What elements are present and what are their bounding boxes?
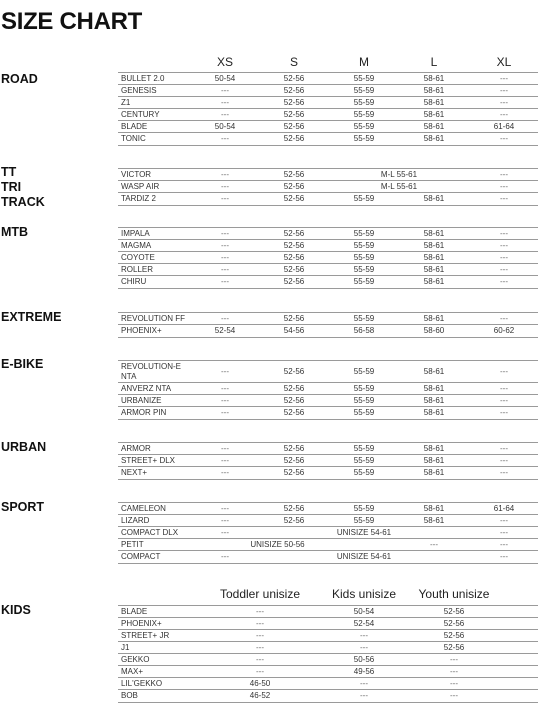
table-row — [118, 550, 538, 564]
size-cell: 58-61 — [423, 253, 445, 262]
size-cell: 55-59 — [353, 367, 375, 376]
table-row — [118, 324, 538, 338]
kids-cell: --- — [450, 655, 458, 664]
size-cell: --- — [500, 384, 508, 393]
model-name: BLADE — [121, 607, 148, 616]
size-cell: --- — [500, 408, 508, 417]
size-header-l: L — [430, 55, 438, 69]
size-cell: --- — [221, 552, 229, 561]
model-name: Z1 — [121, 98, 131, 107]
kids-cell: 52-54 — [353, 619, 375, 628]
model-name: PHOENIX+ — [121, 619, 162, 628]
size-header-m: M — [359, 55, 369, 69]
size-cell: 55-59 — [353, 444, 375, 453]
size-cell: --- — [500, 456, 508, 465]
size-cell: 58-61 — [423, 516, 445, 525]
size-cell: --- — [500, 516, 508, 525]
model-name: PETIT — [121, 540, 144, 549]
size-cell: --- — [221, 444, 229, 453]
size-cell: 58-61 — [423, 314, 445, 323]
size-cell: 52-56 — [283, 384, 305, 393]
size-cell: 54-56 — [283, 326, 305, 335]
kids-cell: 52-56 — [443, 607, 465, 616]
size-cell: 55-59 — [353, 229, 375, 238]
group-label-text: KIDS — [1, 603, 31, 617]
size-cell: --- — [221, 134, 229, 143]
group-label-text: ROAD — [1, 72, 38, 86]
group-label-urban — [1, 440, 46, 455]
size-cell: --- — [221, 314, 229, 323]
kids-cell: 50-56 — [353, 655, 375, 664]
model-name: ARMOR — [121, 444, 151, 453]
size-cell: M-L 55-61 — [380, 170, 418, 179]
size-cell: --- — [500, 265, 508, 274]
size-cell: --- — [221, 504, 229, 513]
size-cell: 58-61 — [423, 134, 445, 143]
size-cell: 52-56 — [283, 170, 305, 179]
group-label-text: URBAN — [1, 440, 47, 454]
kids-cell: --- — [450, 679, 458, 688]
size-cell: --- — [221, 110, 229, 119]
kids-cell: --- — [360, 691, 368, 700]
size-cell: 58-61 — [423, 384, 445, 393]
model-name: LIZARD — [121, 516, 150, 525]
kids-header: Youth unisize — [418, 587, 490, 601]
size-cell: --- — [500, 134, 508, 143]
kids-cell: --- — [360, 631, 368, 640]
table-row — [118, 466, 538, 480]
size-cell: 58-61 — [423, 468, 445, 477]
size-cell: --- — [500, 182, 508, 191]
size-cell: 58-61 — [423, 86, 445, 95]
model-name: BOB — [121, 691, 138, 700]
model-name: BLADE — [121, 122, 148, 131]
kids-cell: --- — [450, 667, 458, 676]
group-label-text: E-BIKE — [1, 357, 44, 371]
size-cell: --- — [500, 170, 508, 179]
model-name: MAGMA — [121, 241, 152, 250]
size-cell: --- — [221, 367, 229, 376]
size-cell: M-L 55-61 — [380, 182, 418, 191]
size-cell: 55-59 — [353, 98, 375, 107]
size-cell: 52-56 — [283, 122, 305, 131]
model-name: TARDIZ 2 — [121, 194, 156, 203]
size-cell: --- — [221, 170, 229, 179]
size-cell: 55-59 — [353, 504, 375, 513]
size-cell: 55-59 — [353, 134, 375, 143]
size-cell: UNISIZE 50-56 — [250, 540, 305, 549]
kids-cell: --- — [256, 667, 264, 676]
model-name: GEKKO — [121, 655, 150, 664]
model-name: REVOLUTION FF — [121, 314, 186, 323]
size-cell: 55-59 — [353, 122, 375, 131]
group-label-extreme — [1, 310, 61, 325]
model-name: CHIRU — [121, 277, 147, 286]
table-row — [118, 689, 538, 703]
size-cell: --- — [500, 241, 508, 250]
size-cell: --- — [221, 277, 229, 286]
size-cell: 52-56 — [283, 468, 305, 477]
group-label-text: EXTREME — [1, 310, 62, 324]
group-label-text: TRI — [1, 180, 22, 194]
size-cell: 52-56 — [283, 504, 305, 513]
model-name: URBANIZE — [121, 396, 162, 405]
size-cell: --- — [221, 229, 229, 238]
kids-cell: 50-54 — [353, 607, 375, 616]
size-cell: 58-61 — [423, 277, 445, 286]
size-cell: 55-59 — [353, 86, 375, 95]
kids-cell: --- — [360, 679, 368, 688]
size-cell: --- — [430, 540, 438, 549]
size-cell: 52-56 — [283, 444, 305, 453]
model-name: ARMOR PIN — [121, 408, 167, 417]
size-cell: 52-56 — [283, 98, 305, 107]
size-cell: 55-59 — [353, 408, 375, 417]
size-cell: 58-61 — [423, 408, 445, 417]
size-cell: --- — [500, 110, 508, 119]
kids-cell: 52-56 — [443, 619, 465, 628]
table-row — [118, 406, 538, 420]
size-cell: 52-56 — [283, 277, 305, 286]
size-cell: 61-64 — [493, 122, 515, 131]
size-cell: 50-54 — [214, 122, 236, 131]
size-cell: 61-64 — [493, 504, 515, 513]
kids-cell: 52-56 — [443, 643, 465, 652]
model-name: PHOENIX+ — [121, 326, 162, 335]
size-cell: 58-61 — [423, 122, 445, 131]
size-cell: 50-54 — [214, 74, 236, 83]
size-cell: 52-56 — [283, 396, 305, 405]
size-cell: --- — [500, 528, 508, 537]
size-cell: 55-59 — [353, 253, 375, 262]
size-cell: --- — [221, 408, 229, 417]
group-label-text: TT — [1, 165, 17, 179]
size-cell: UNISIZE 54-61 — [336, 552, 392, 561]
size-cell: 55-59 — [353, 265, 375, 274]
size-cell: 52-56 — [283, 134, 305, 143]
kids-cell: --- — [256, 619, 264, 628]
size-cell: 56-58 — [353, 326, 375, 335]
model-name: IMPALA — [121, 229, 150, 238]
kids-cell: 52-56 — [443, 631, 465, 640]
model-name: ROLLER — [121, 265, 154, 274]
size-cell: 58-61 — [423, 74, 445, 83]
model-name: COMPACT — [121, 552, 161, 561]
size-cell: --- — [500, 367, 508, 376]
size-cell: 55-59 — [353, 384, 375, 393]
size-cell: 52-56 — [283, 314, 305, 323]
page-title: SIZE CHART — [1, 8, 143, 35]
model-name: TONIC — [121, 134, 146, 143]
size-cell: 58-61 — [423, 110, 445, 119]
size-cell: --- — [221, 528, 229, 537]
size-cell: --- — [221, 241, 229, 250]
kids-cell: 46-50 — [249, 679, 271, 688]
size-cell: 58-61 — [423, 456, 445, 465]
table-row — [118, 360, 538, 383]
size-cell: --- — [221, 468, 229, 477]
table-row — [118, 192, 538, 206]
size-cell: 52-56 — [283, 516, 305, 525]
table-row — [118, 275, 538, 289]
size-cell: 58-60 — [423, 326, 445, 335]
kids-cell: --- — [256, 655, 264, 664]
kids-cell: --- — [256, 607, 264, 616]
size-cell: 58-61 — [423, 98, 445, 107]
model-name: CENTURY — [121, 110, 160, 119]
model-name: REVOLUTION-E NTA — [121, 362, 182, 381]
size-cell: --- — [221, 86, 229, 95]
kids-cell: --- — [256, 643, 264, 652]
size-cell: --- — [500, 74, 508, 83]
size-header-xs: XS — [216, 55, 234, 69]
size-cell: --- — [221, 384, 229, 393]
size-cell: 52-56 — [283, 182, 305, 191]
kids-cell: --- — [360, 643, 368, 652]
kids-cell: --- — [256, 631, 264, 640]
kids-header: Toddler unisize — [219, 587, 301, 601]
size-cell: --- — [500, 444, 508, 453]
size-cell: 58-61 — [423, 229, 445, 238]
size-cell: --- — [500, 98, 508, 107]
model-name: ANVERZ NTA — [121, 384, 172, 393]
group-label-road — [1, 72, 38, 87]
size-cell: 55-59 — [353, 516, 375, 525]
group-label-mtb — [1, 225, 28, 240]
size-cell: --- — [221, 253, 229, 262]
size-cell: 52-56 — [283, 241, 305, 250]
group-label-sport — [1, 500, 44, 515]
group-label-text: SPORT — [1, 500, 45, 514]
model-name: STREET+ DLX — [121, 456, 176, 465]
size-cell: --- — [500, 86, 508, 95]
size-cell: --- — [221, 265, 229, 274]
size-cell: 52-56 — [283, 110, 305, 119]
model-name: VICTOR — [121, 170, 152, 179]
size-cell: 58-61 — [423, 241, 445, 250]
size-cell: 58-61 — [423, 444, 445, 453]
size-cell: --- — [500, 396, 508, 405]
table-row — [118, 132, 538, 146]
size-cell: 58-61 — [423, 396, 445, 405]
size-cell: --- — [221, 98, 229, 107]
group-label-text: TRACK — [1, 195, 45, 209]
model-name: COMPACT DLX — [121, 528, 179, 537]
size-cell: 55-59 — [353, 314, 375, 323]
size-cell: 58-61 — [423, 367, 445, 376]
size-cell: 55-59 — [353, 277, 375, 286]
size-header-s: S — [289, 55, 299, 69]
size-cell: 60-62 — [493, 326, 515, 335]
size-cell: UNISIZE 54-61 — [336, 528, 392, 537]
size-cell: 58-61 — [423, 504, 445, 513]
model-name: NEXT+ — [121, 468, 148, 477]
size-cell: 52-56 — [283, 265, 305, 274]
size-cell: 52-56 — [283, 253, 305, 262]
kids-cell: 49-56 — [353, 667, 375, 676]
size-cell: --- — [221, 516, 229, 525]
group-label-ebike — [1, 357, 43, 372]
size-cell: --- — [500, 229, 508, 238]
size-cell: --- — [500, 253, 508, 262]
model-name: WASP AIR — [121, 182, 160, 191]
size-cell: 55-59 — [353, 241, 375, 250]
size-cell: --- — [500, 194, 508, 203]
size-cell: 52-56 — [283, 86, 305, 95]
model-name: COYOTE — [121, 253, 155, 262]
group-label-tt — [1, 165, 45, 210]
size-cell: 52-56 — [283, 74, 305, 83]
size-cell: --- — [221, 456, 229, 465]
size-cell: --- — [500, 277, 508, 286]
size-cell: --- — [221, 182, 229, 191]
model-name: J1 — [121, 643, 130, 652]
size-cell: 55-59 — [353, 110, 375, 119]
model-name: MAX+ — [121, 667, 144, 676]
model-name: CAMELEON — [121, 504, 166, 513]
size-cell: --- — [500, 468, 508, 477]
kids-cell: 46-52 — [249, 691, 271, 700]
size-cell: 55-59 — [353, 396, 375, 405]
size-cell: --- — [500, 552, 508, 561]
size-cell: 58-61 — [423, 265, 445, 274]
size-cell: 55-59 — [353, 456, 375, 465]
size-cell: 52-56 — [283, 367, 305, 376]
model-name: GENESIS — [121, 86, 157, 95]
model-name: LIL'GEKKO — [121, 679, 163, 688]
size-cell: 52-56 — [283, 229, 305, 238]
size-header-xl: XL — [496, 55, 512, 69]
group-label-text: MTB — [1, 225, 29, 239]
size-cell: --- — [500, 314, 508, 323]
size-cell: 58-61 — [423, 194, 445, 203]
model-name: STREET+ JR — [121, 631, 170, 640]
size-cell: 55-59 — [353, 468, 375, 477]
size-cell: 52-54 — [214, 326, 236, 335]
size-cell: 55-59 — [353, 194, 375, 203]
group-label-kids — [1, 603, 31, 618]
size-cell: --- — [221, 194, 229, 203]
size-cell: 52-56 — [283, 408, 305, 417]
size-cell: 52-56 — [283, 194, 305, 203]
size-cell: 52-56 — [283, 456, 305, 465]
size-cell: --- — [500, 540, 508, 549]
size-cell: --- — [221, 396, 229, 405]
kids-cell: --- — [450, 691, 458, 700]
model-name: BULLET 2.0 — [121, 74, 165, 83]
size-cell: 55-59 — [353, 74, 375, 83]
kids-header: Kids unisize — [331, 587, 397, 601]
